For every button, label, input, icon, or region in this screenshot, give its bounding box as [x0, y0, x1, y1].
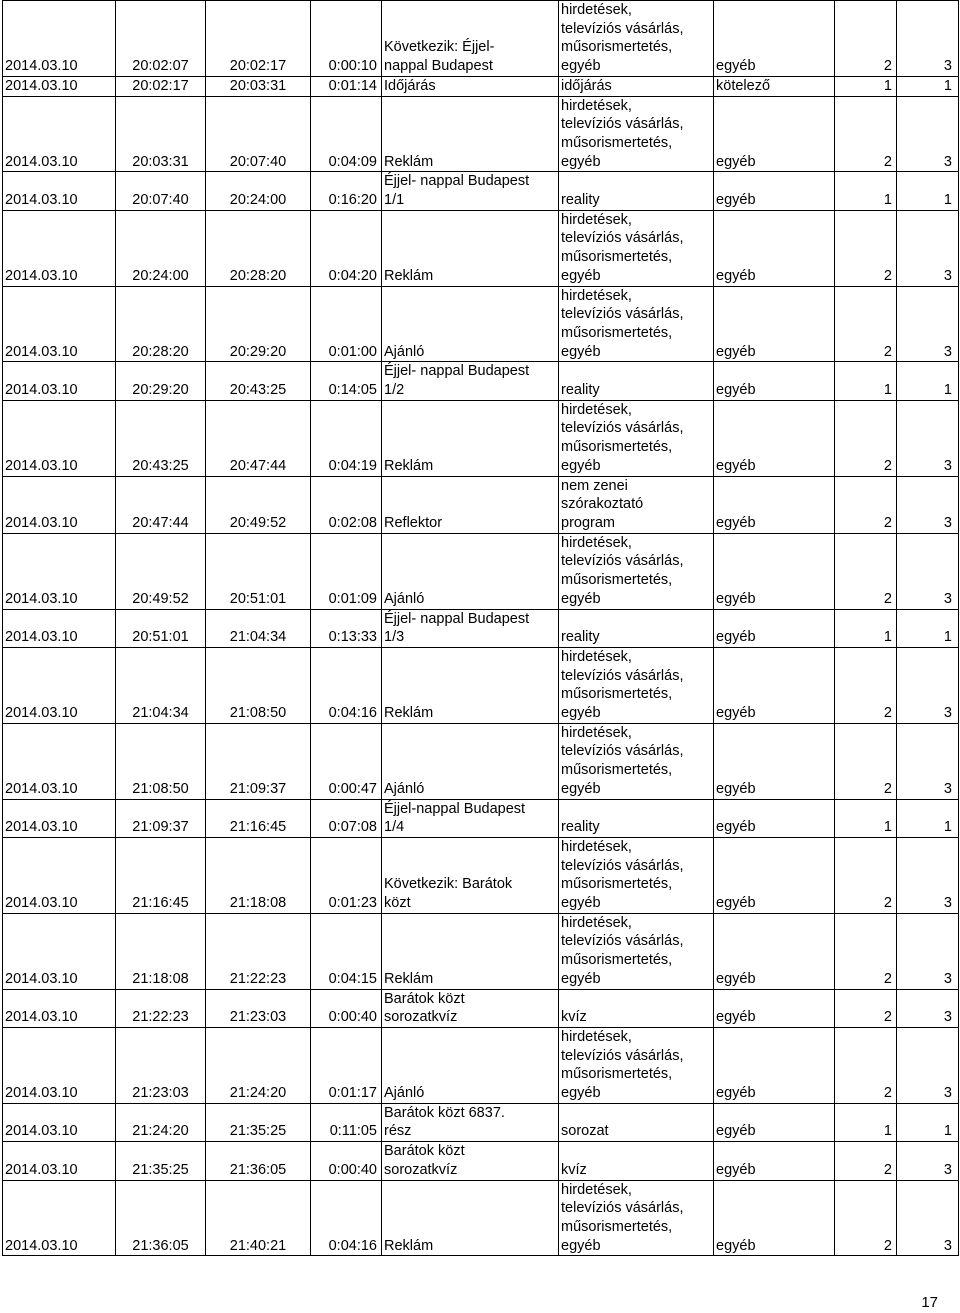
end-time-cell: 21:23:03	[206, 989, 311, 1027]
table-row	[3, 533, 959, 609]
start-time-cell: 20:51:01	[116, 609, 206, 647]
code-a-cell: 2	[835, 1180, 897, 1256]
program-title-cell: Éjjel- nappal Budapest 1/2	[382, 362, 559, 400]
start-time-cell: 21:18:08	[116, 913, 206, 989]
table-row	[3, 96, 959, 172]
table-row	[3, 799, 959, 837]
start-time-cell: 20:43:25	[116, 400, 206, 476]
duration-cell: 0:04:16	[311, 1180, 382, 1256]
code-b-cell: 1	[897, 362, 959, 400]
code-b-cell: 3	[897, 1180, 959, 1256]
category-cell: egyéb	[714, 1, 835, 77]
code-a-cell: 1	[835, 609, 897, 647]
date-cell: 2014.03.10	[3, 172, 116, 210]
duration-cell: 0:11:05	[311, 1103, 382, 1141]
start-time-cell: 20:49:52	[116, 533, 206, 609]
code-a-cell: 2	[835, 286, 897, 362]
code-b-cell: 3	[897, 1027, 959, 1103]
end-time-cell: 21:16:45	[206, 799, 311, 837]
code-a-cell: 2	[835, 1027, 897, 1103]
code-a-cell: 2	[835, 647, 897, 723]
end-time-cell: 21:40:21	[206, 1180, 311, 1256]
genre-cell: reality	[559, 362, 714, 400]
table-row	[3, 1142, 959, 1180]
code-a-cell: 2	[835, 476, 897, 533]
program-title-cell: Éjjel- nappal Budapest 1/1	[382, 172, 559, 210]
duration-cell: 0:14:05	[311, 362, 382, 400]
genre-cell: hirdetések, televíziós vásárlás, műsorismertetés, egyéb	[559, 1, 714, 77]
program-title-cell: Barátok közt 6837. rész	[382, 1103, 559, 1141]
start-time-cell: 21:04:34	[116, 647, 206, 723]
start-time-cell: 21:09:37	[116, 799, 206, 837]
table-row	[3, 647, 959, 723]
category-cell: egyéb	[714, 533, 835, 609]
start-time-cell: 21:08:50	[116, 723, 206, 799]
table-row	[3, 476, 959, 533]
end-time-cell: 20:51:01	[206, 533, 311, 609]
genre-cell: hirdetések, televíziós vásárlás, műsorismertetés, egyéb	[559, 647, 714, 723]
genre-cell: nem zenei szórakoztató program	[559, 476, 714, 533]
program-title-cell: Barátok közt sorozatkvíz	[382, 1142, 559, 1180]
end-time-cell: 20:02:17	[206, 1, 311, 77]
end-time-cell: 21:24:20	[206, 1027, 311, 1103]
genre-cell: hirdetések, televíziós vásárlás, műsorismertetés, egyéb	[559, 837, 714, 913]
date-cell: 2014.03.10	[3, 400, 116, 476]
program-title-cell: Reklám	[382, 913, 559, 989]
start-time-cell: 21:24:20	[116, 1103, 206, 1141]
code-a-cell: 2	[835, 913, 897, 989]
duration-cell: 0:01:17	[311, 1027, 382, 1103]
broadcast-schedule-table	[2, 0, 959, 1256]
category-cell: egyéb	[714, 799, 835, 837]
start-time-cell: 21:16:45	[116, 837, 206, 913]
category-cell: egyéb	[714, 1103, 835, 1141]
genre-cell: hirdetések, televíziós vásárlás, műsorismertetés, egyéb	[559, 1180, 714, 1256]
program-title-cell: Időjárás	[382, 76, 559, 96]
end-time-cell: 20:24:00	[206, 172, 311, 210]
genre-cell: reality	[559, 609, 714, 647]
category-cell: egyéb	[714, 96, 835, 172]
start-time-cell: 20:28:20	[116, 286, 206, 362]
duration-cell: 0:16:20	[311, 172, 382, 210]
genre-cell: hirdetések, televíziós vásárlás, műsorismertetés, egyéb	[559, 913, 714, 989]
end-time-cell: 20:43:25	[206, 362, 311, 400]
code-a-cell: 1	[835, 76, 897, 96]
code-b-cell: 3	[897, 1, 959, 77]
code-a-cell: 1	[835, 362, 897, 400]
category-cell: egyéb	[714, 913, 835, 989]
end-time-cell: 20:07:40	[206, 96, 311, 172]
genre-cell: hirdetések, televíziós vásárlás, műsorismertetés, egyéb	[559, 400, 714, 476]
genre-cell: kvíz	[559, 1142, 714, 1180]
program-title-cell: Reflektor	[382, 476, 559, 533]
code-a-cell: 1	[835, 799, 897, 837]
category-cell: egyéb	[714, 210, 835, 286]
start-time-cell: 20:02:07	[116, 1, 206, 77]
start-time-cell: 21:36:05	[116, 1180, 206, 1256]
code-a-cell: 2	[835, 533, 897, 609]
table-row	[3, 1027, 959, 1103]
table-row	[3, 1180, 959, 1256]
category-cell: egyéb	[714, 723, 835, 799]
genre-cell: reality	[559, 799, 714, 837]
end-time-cell: 21:22:23	[206, 913, 311, 989]
code-b-cell: 3	[897, 96, 959, 172]
table-row	[3, 837, 959, 913]
date-cell: 2014.03.10	[3, 609, 116, 647]
program-title-cell: Ajánló	[382, 533, 559, 609]
code-b-cell: 1	[897, 799, 959, 837]
duration-cell: 0:00:40	[311, 1142, 382, 1180]
end-time-cell: 21:35:25	[206, 1103, 311, 1141]
duration-cell: 0:01:14	[311, 76, 382, 96]
duration-cell: 0:01:00	[311, 286, 382, 362]
end-time-cell: 20:03:31	[206, 76, 311, 96]
code-a-cell: 2	[835, 96, 897, 172]
genre-cell: kvíz	[559, 989, 714, 1027]
duration-cell: 0:01:09	[311, 533, 382, 609]
date-cell: 2014.03.10	[3, 210, 116, 286]
table-row	[3, 609, 959, 647]
code-b-cell: 1	[897, 609, 959, 647]
code-a-cell: 2	[835, 723, 897, 799]
start-time-cell: 20:24:00	[116, 210, 206, 286]
category-cell: egyéb	[714, 286, 835, 362]
duration-cell: 0:00:40	[311, 989, 382, 1027]
category-cell: egyéb	[714, 476, 835, 533]
date-cell: 2014.03.10	[3, 96, 116, 172]
duration-cell: 0:13:33	[311, 609, 382, 647]
date-cell: 2014.03.10	[3, 723, 116, 799]
program-title-cell: Következik: Éjjel- nappal Budapest	[382, 1, 559, 77]
start-time-cell: 21:23:03	[116, 1027, 206, 1103]
duration-cell: 0:00:47	[311, 723, 382, 799]
code-b-cell: 1	[897, 172, 959, 210]
schedule-rows	[3, 1, 959, 1256]
table-row	[3, 76, 959, 96]
page-number: 17	[921, 1294, 938, 1311]
category-cell: egyéb	[714, 172, 835, 210]
genre-cell: sorozat	[559, 1103, 714, 1141]
table-row	[3, 286, 959, 362]
date-cell: 2014.03.10	[3, 533, 116, 609]
code-a-cell: 2	[835, 837, 897, 913]
date-cell: 2014.03.10	[3, 647, 116, 723]
program-title-cell: Ajánló	[382, 286, 559, 362]
end-time-cell: 20:49:52	[206, 476, 311, 533]
category-cell: egyéb	[714, 989, 835, 1027]
code-b-cell: 3	[897, 286, 959, 362]
program-title-cell: Ajánló	[382, 1027, 559, 1103]
genre-cell: hirdetések, televíziós vásárlás, műsorismertetés, egyéb	[559, 96, 714, 172]
table-row	[3, 913, 959, 989]
date-cell: 2014.03.10	[3, 799, 116, 837]
start-time-cell: 20:02:17	[116, 76, 206, 96]
table-row	[3, 172, 959, 210]
start-time-cell: 20:47:44	[116, 476, 206, 533]
date-cell: 2014.03.10	[3, 476, 116, 533]
date-cell: 2014.03.10	[3, 1, 116, 77]
program-title-cell: Reklám	[382, 210, 559, 286]
category-cell: egyéb	[714, 647, 835, 723]
end-time-cell: 21:04:34	[206, 609, 311, 647]
genre-cell: hirdetések, televíziós vásárlás, műsorismertetés, egyéb	[559, 533, 714, 609]
start-time-cell: 20:07:40	[116, 172, 206, 210]
program-title-cell: Ajánló	[382, 723, 559, 799]
code-b-cell: 3	[897, 1142, 959, 1180]
date-cell: 2014.03.10	[3, 1180, 116, 1256]
duration-cell: 0:04:15	[311, 913, 382, 989]
end-time-cell: 20:28:20	[206, 210, 311, 286]
table-row	[3, 723, 959, 799]
code-b-cell: 3	[897, 837, 959, 913]
date-cell: 2014.03.10	[3, 362, 116, 400]
table-row	[3, 362, 959, 400]
table-row	[3, 210, 959, 286]
duration-cell: 0:07:08	[311, 799, 382, 837]
code-b-cell: 3	[897, 400, 959, 476]
date-cell: 2014.03.10	[3, 837, 116, 913]
category-cell: kötelező	[714, 76, 835, 96]
genre-cell: időjárás	[559, 76, 714, 96]
end-time-cell: 20:47:44	[206, 400, 311, 476]
program-title-cell: Következik: Barátok közt	[382, 837, 559, 913]
start-time-cell: 20:03:31	[116, 96, 206, 172]
date-cell: 2014.03.10	[3, 1027, 116, 1103]
table-row	[3, 989, 959, 1027]
duration-cell: 0:00:10	[311, 1, 382, 77]
table-row	[3, 1103, 959, 1141]
genre-cell: hirdetések, televíziós vásárlás, műsorismertetés, egyéb	[559, 723, 714, 799]
table-row	[3, 400, 959, 476]
category-cell: egyéb	[714, 1180, 835, 1256]
duration-cell: 0:04:19	[311, 400, 382, 476]
code-a-cell: 2	[835, 989, 897, 1027]
genre-cell: hirdetések, televíziós vásárlás, műsorismertetés, egyéb	[559, 1027, 714, 1103]
category-cell: egyéb	[714, 1142, 835, 1180]
code-a-cell: 1	[835, 172, 897, 210]
code-b-cell: 3	[897, 533, 959, 609]
end-time-cell: 20:29:20	[206, 286, 311, 362]
duration-cell: 0:01:23	[311, 837, 382, 913]
program-title-cell: Reklám	[382, 96, 559, 172]
date-cell: 2014.03.10	[3, 76, 116, 96]
start-time-cell: 21:35:25	[116, 1142, 206, 1180]
code-b-cell: 3	[897, 476, 959, 533]
program-title-cell: Éjjel-nappal Budapest 1/4	[382, 799, 559, 837]
program-title-cell: Reklám	[382, 647, 559, 723]
end-time-cell: 21:36:05	[206, 1142, 311, 1180]
code-b-cell: 3	[897, 647, 959, 723]
table-row	[3, 1, 959, 77]
category-cell: egyéb	[714, 1027, 835, 1103]
genre-cell: hirdetések, televíziós vásárlás, műsorismertetés, egyéb	[559, 210, 714, 286]
program-title-cell: Éjjel- nappal Budapest 1/3	[382, 609, 559, 647]
code-a-cell: 2	[835, 210, 897, 286]
code-a-cell: 2	[835, 1142, 897, 1180]
date-cell: 2014.03.10	[3, 913, 116, 989]
end-time-cell: 21:18:08	[206, 837, 311, 913]
program-title-cell: Reklám	[382, 400, 559, 476]
date-cell: 2014.03.10	[3, 989, 116, 1027]
code-a-cell: 1	[835, 1103, 897, 1141]
category-cell: egyéb	[714, 400, 835, 476]
code-a-cell: 2	[835, 1, 897, 77]
code-b-cell: 3	[897, 210, 959, 286]
end-time-cell: 21:08:50	[206, 647, 311, 723]
date-cell: 2014.03.10	[3, 1142, 116, 1180]
genre-cell: reality	[559, 172, 714, 210]
date-cell: 2014.03.10	[3, 286, 116, 362]
category-cell: egyéb	[714, 837, 835, 913]
code-b-cell: 3	[897, 913, 959, 989]
program-title-cell: Reklám	[382, 1180, 559, 1256]
duration-cell: 0:02:08	[311, 476, 382, 533]
category-cell: egyéb	[714, 609, 835, 647]
genre-cell: hirdetések, televíziós vásárlás, műsorismertetés, egyéb	[559, 286, 714, 362]
program-title-cell: Barátok közt sorozatkvíz	[382, 989, 559, 1027]
start-time-cell: 20:29:20	[116, 362, 206, 400]
duration-cell: 0:04:20	[311, 210, 382, 286]
end-time-cell: 21:09:37	[206, 723, 311, 799]
duration-cell: 0:04:16	[311, 647, 382, 723]
code-b-cell: 3	[897, 989, 959, 1027]
start-time-cell: 21:22:23	[116, 989, 206, 1027]
category-cell: egyéb	[714, 362, 835, 400]
code-a-cell: 2	[835, 400, 897, 476]
code-b-cell: 1	[897, 76, 959, 96]
duration-cell: 0:04:09	[311, 96, 382, 172]
code-b-cell: 3	[897, 723, 959, 799]
code-b-cell: 1	[897, 1103, 959, 1141]
date-cell: 2014.03.10	[3, 1103, 116, 1141]
